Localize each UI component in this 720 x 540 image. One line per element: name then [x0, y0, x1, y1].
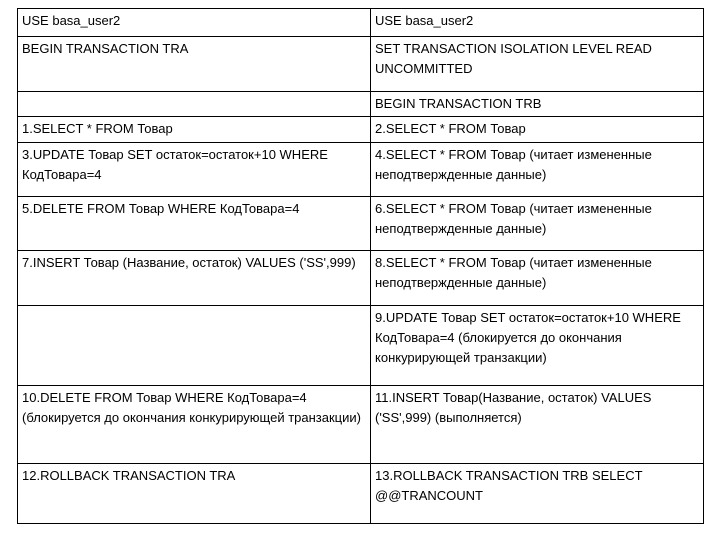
cell-text: BEGIN TRANSACTION TRA — [22, 41, 189, 56]
cell-text: USE basa_user2 — [375, 13, 474, 28]
cell-text: 10.DELETE FROM Товар WHERE КодТовара=4 (блокируется до окончания конкурирующей транзакции) — [22, 390, 361, 425]
table-cell-left — [18, 92, 371, 117]
table-cell-right — [371, 464, 704, 524]
cell-text: 9.UPDATE Товар SET остаток=остаток+10 WHERE КодТовара=4 (блокируется до окончания конкурирующей транзакции) — [375, 310, 685, 365]
cell-text: 6.SELECT * FROM Товар (читает измененные неподтвержденные данные) — [375, 201, 656, 236]
transaction-table — [17, 8, 704, 524]
table-cell-left — [18, 197, 371, 251]
table-row — [18, 306, 704, 386]
table-cell-left — [18, 386, 371, 464]
cell-text: USE basa_user2 — [22, 13, 121, 28]
table-cell-left — [18, 306, 371, 386]
table-cell-left — [18, 117, 371, 143]
table-cell-left — [18, 251, 371, 306]
cell-text: 11.INSERT Товар(Название, остаток) VALUES ('SS',999) (выполняется) — [375, 390, 656, 425]
table-cell-left — [18, 143, 371, 197]
table-cell-right — [371, 306, 704, 386]
table-row — [18, 386, 704, 464]
table-cell-right — [371, 386, 704, 464]
cell-text: 2.SELECT * FROM Товар — [375, 121, 526, 136]
cell-text: 8.SELECT * FROM Товар (читает измененные неподтвержденные данные) — [375, 255, 656, 290]
table-cell-right — [371, 197, 704, 251]
cell-text: 13.ROLLBACK TRANSACTION TRB SELECT @@TRANCOUNT — [375, 468, 646, 503]
table-row — [18, 92, 704, 117]
table-cell-right — [371, 117, 704, 143]
table-cell-right — [371, 92, 704, 117]
cell-text: 5.DELETE FROM Товар WHERE КодТовара=4 — [22, 201, 300, 216]
table-row — [18, 251, 704, 306]
table-cell-right — [371, 251, 704, 306]
cell-text: 4.SELECT * FROM Товар (читает измененные неподтвержденные данные) — [375, 147, 656, 182]
table-row — [18, 464, 704, 524]
table-row — [18, 117, 704, 143]
table-cell-right — [371, 9, 704, 37]
cell-text: SET TRANSACTION ISOLATION LEVEL READ UNCOMMITTED — [375, 41, 656, 76]
table-cell-right — [371, 37, 704, 92]
table-row — [18, 9, 704, 37]
table-cell-right — [371, 143, 704, 197]
cell-text: 7.INSERT Товар (Название, остаток) VALUES ('SS',999) — [22, 255, 356, 270]
cell-text: BEGIN TRANSACTION TRB — [375, 96, 542, 111]
cell-text: 12.ROLLBACK TRANSACTION TRA — [22, 468, 236, 483]
table-cell-left — [18, 37, 371, 92]
cell-text: 1.SELECT * FROM Товар — [22, 121, 173, 136]
table-row — [18, 37, 704, 92]
table-cell-left — [18, 9, 371, 37]
cell-text: 3.UPDATE Товар SET остаток=остаток+10 WHERE КодТовара=4 — [22, 147, 332, 182]
table-row — [18, 197, 704, 251]
table-cell-left — [18, 464, 371, 524]
table-row — [18, 143, 704, 197]
